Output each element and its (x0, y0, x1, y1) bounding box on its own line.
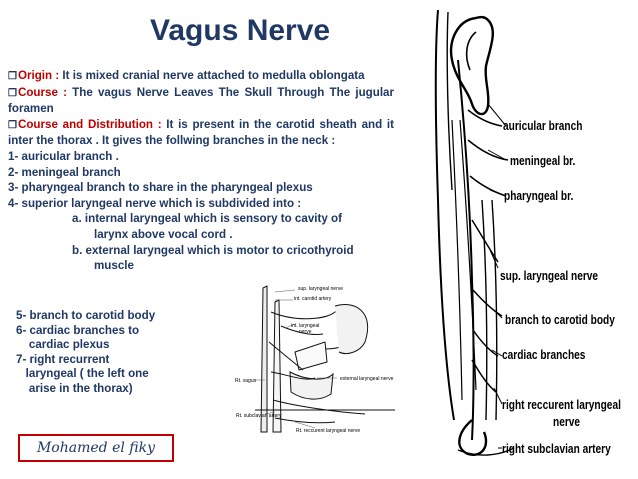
checkbox-bullet-icon: ❒ (8, 87, 17, 99)
neck-label-int-carotid: int. carotid artery (294, 296, 332, 302)
distribution-label: Course and Distribution : (17, 117, 162, 131)
list-item: 5- branch to carotid body (16, 309, 156, 322)
label-recurrent-laryngeal-cont: nerve (553, 414, 581, 429)
distribution-text: It is present in the carotid sheath and it inter the thorax . It gives the follwing branches in the neck : (8, 117, 394, 148)
sub-branch-a-cont: larynx above vocal cord . (94, 227, 233, 241)
label-recurrent-laryngeal: right reccurent laryngeal (502, 397, 621, 412)
branch-item: 3- pharyngeal branch to share in the pharyngeal plexus (8, 181, 313, 195)
origin-text: It is mixed cranial nerve attached to medulla oblongata (59, 69, 365, 82)
origin-paragraph (8, 68, 394, 85)
label-meningeal-branch: meningeal br. (510, 153, 576, 168)
course-paragraph (8, 85, 394, 117)
label-pharyngeal-branch: pharyngeal br. (504, 188, 574, 203)
branch-item: 1- auricular branch . (8, 149, 119, 163)
origin-label: Origin : (17, 69, 60, 82)
neck-label-ext-laryngeal: external laryngeal nerve (340, 376, 394, 382)
list-item: 6- cardiac branches to (16, 323, 140, 337)
neck-label-int-laryngeal: int. laryngeal (291, 323, 320, 329)
course-text: The vagus Nerve Leaves The Skull Through The jugular foramen (8, 85, 394, 116)
sub-branch-a: a. internal laryngeal which is sensory to cavity of (72, 212, 342, 226)
list-item: 7- right recurrent (16, 352, 110, 366)
list-item: cardiac plexus (16, 338, 110, 352)
checkbox-bullet-icon: ❒ (8, 119, 17, 131)
list-item: laryngeal ( the left one (16, 367, 149, 381)
label-auricular-branch: auricular branch (503, 118, 583, 133)
author-signature-box (18, 434, 174, 462)
branch-item: 2- meningeal branch (8, 165, 121, 179)
label-sup-laryngeal-nerve: sup. laryngeal nerve (500, 268, 599, 283)
neck-label-rt-recurrent: Rt. reccurent laryngeal nerve (296, 428, 361, 434)
checkbox-bullet-icon: ❒ (8, 71, 17, 82)
body-text (8, 68, 394, 274)
list-item: arise in the thorax) (16, 381, 133, 395)
course-label: Course : (17, 85, 67, 99)
page-title: Vagus Nerve (150, 14, 331, 47)
neck-label-rt-subclavian: Rt. subclavian artery (236, 413, 282, 419)
label-carotid-body-branch: branch to carotid body (505, 312, 615, 327)
sub-branch-b-cont: muscle (94, 259, 134, 273)
more-branches-list (16, 309, 155, 397)
sub-branch-b: b. external laryngeal which is motor to cricothyroid (72, 243, 354, 257)
neck-label-rt-vagus: Rt. vagus (235, 378, 257, 384)
neck-label-int-laryngeal-cont: nerve (299, 329, 312, 335)
neck-label-sup-laryngeal: sup. laryngeal nerve (298, 286, 344, 292)
author-signature: Mohamed el fiky (36, 440, 156, 456)
distribution-paragraph (8, 117, 394, 149)
label-cardiac-branches: cardiac branches (502, 347, 586, 362)
label-subclavian-artery: right subclavian artery (502, 441, 611, 456)
branch-item: 4- superior laryngeal nerve which is subdivided into : (8, 196, 302, 210)
